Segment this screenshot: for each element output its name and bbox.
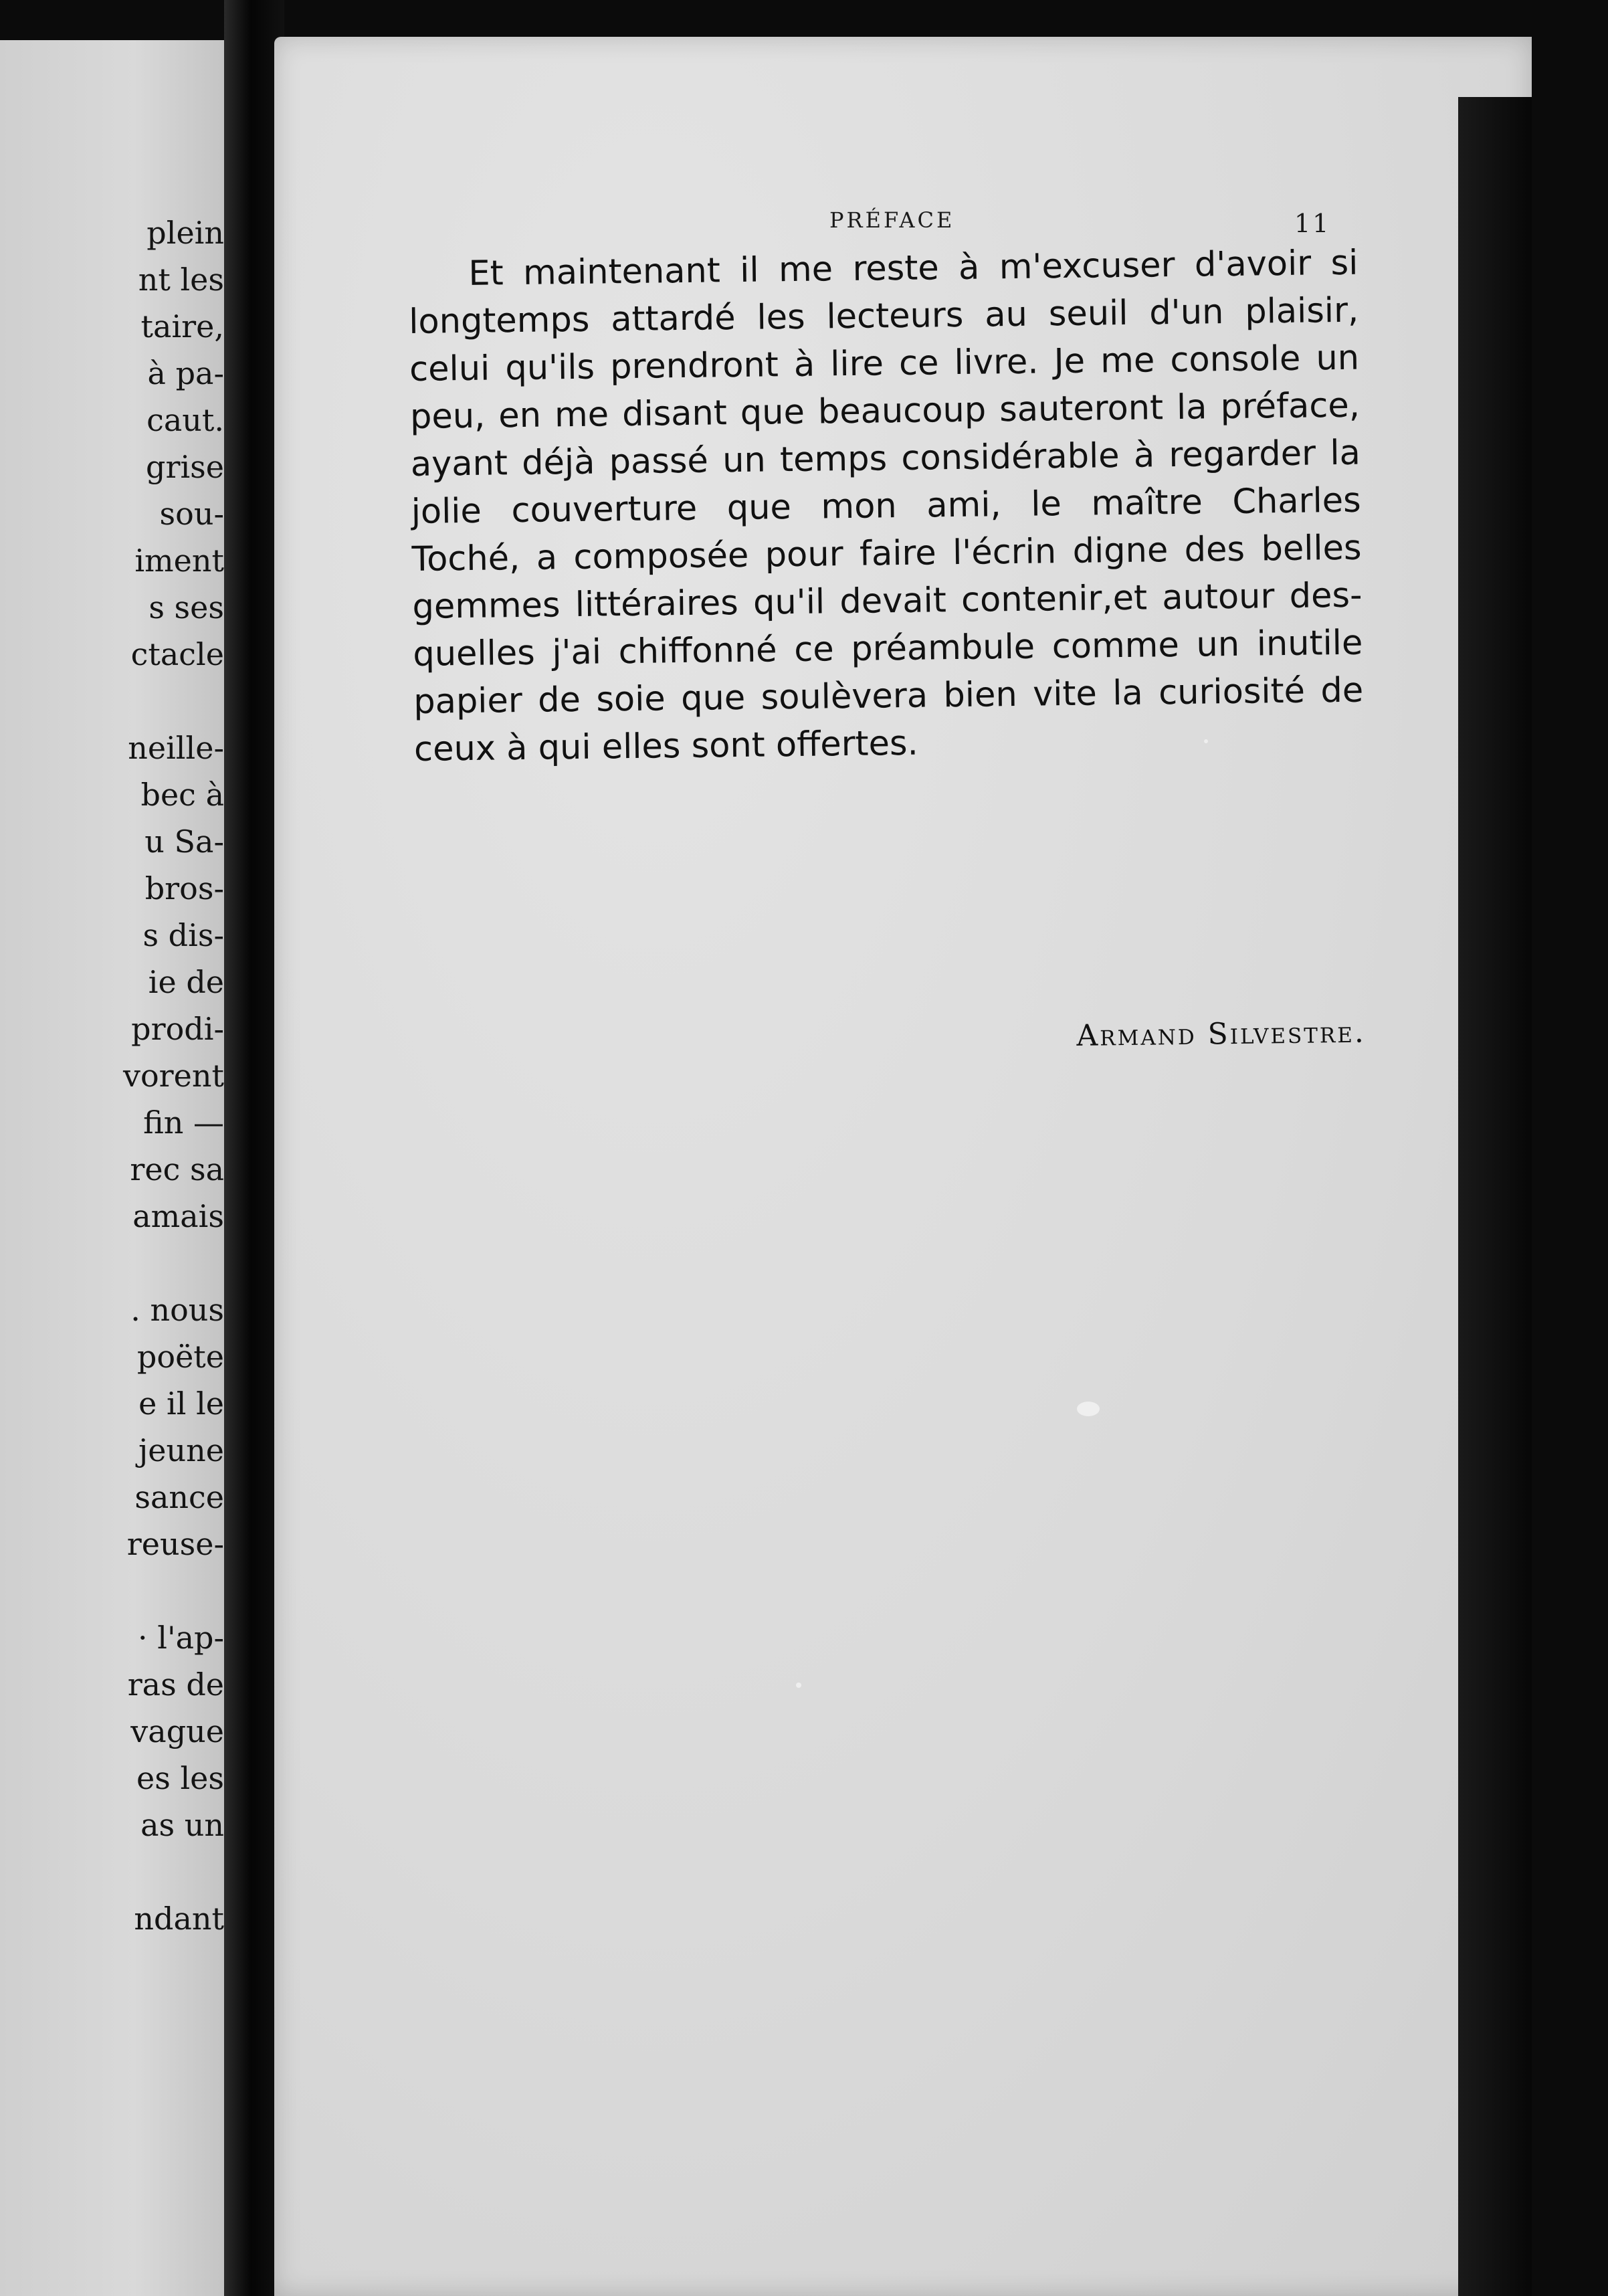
text-fragment: taire, [140,308,224,345]
text-fragment: · l'ap- [137,1620,224,1656]
preface-page [274,37,1532,2296]
text-line: jolie couverture que mon ami, le maître Charles [411,480,1362,532]
text-line: papier de soie que soulèvera bien vite la curiosité de [413,670,1364,722]
text-fragment: jeune [138,1432,224,1468]
scan-right-edge [1458,97,1532,2296]
text-fragment: es les [136,1760,224,1796]
text-fragment: fin — [143,1105,224,1141]
text-fragment: rec sa [130,1151,224,1187]
text-fragment: neille- [128,730,224,766]
page-number: 11 [1294,209,1331,238]
author-signature: Armand Silvestre. [1076,1015,1367,1053]
text-fragment: bros- [144,870,224,906]
text-fragment: iment [134,543,224,579]
text-line: peu, en me disant que beaucoup sauteront la préface, [409,385,1361,437]
text-fragment: s dis- [142,917,224,953]
text-line: ayant déjà passé un temps considérable à regarder la [410,433,1361,484]
running-head: PRÉFACE [829,207,955,233]
text-fragment: e il le [138,1385,224,1422]
text-fragment: plein [146,215,224,251]
text-fragment: . nous [130,1292,224,1328]
text-fragment: s ses [148,589,224,626]
text-fragment: vague [130,1713,224,1749]
text-fragment: amais [132,1198,224,1234]
text-fragment: prodi- [131,1011,224,1047]
text-fragment: as un [140,1807,224,1843]
text-fragment: sou- [159,496,224,532]
text-fragment: reuse- [126,1526,224,1562]
text-fragment: sance [134,1479,224,1515]
text-line: quelles j'ai chiffonné ce préambule comme un inutile [413,623,1363,674]
text-fragment: grise [146,449,224,485]
paper-speck [796,1683,801,1688]
text-fragment: ndant [134,1901,224,1937]
text-line: longtemps attardé les lecteurs au seuil d'un plaisir, [408,290,1359,342]
text-fragment: poëte [136,1339,224,1375]
text-fragment: nt les [138,262,224,298]
text-fragment: u Sa- [144,824,224,860]
preface-paragraph [408,240,1367,1053]
text-line: Et maintenant il me reste à m'excuser d'avoir si [468,243,1359,294]
paper-speck [1204,739,1208,743]
paper-speck [1077,1402,1100,1416]
text-line: ceux à qui elles sont offertes. [413,723,919,769]
text-fragment: à pa- [147,355,224,391]
text-line: Toché, a composée pour faire l'écrin digne des belles [411,528,1362,579]
text-fragment: ie de [148,964,224,1000]
text-fragment: bec à [140,777,224,813]
text-line: celui qu'ils prendront à lire ce livre. Je me console un [409,338,1360,389]
text-fragment: caut. [146,402,224,438]
text-fragment: ras de [127,1666,224,1703]
previous-page-edge [0,40,224,2296]
text-line: gemmes littéraires qu'il devait contenir,et autour des- [412,575,1363,627]
text-fragment: ctacle [130,636,224,672]
text-fragment: vorent [122,1058,224,1094]
